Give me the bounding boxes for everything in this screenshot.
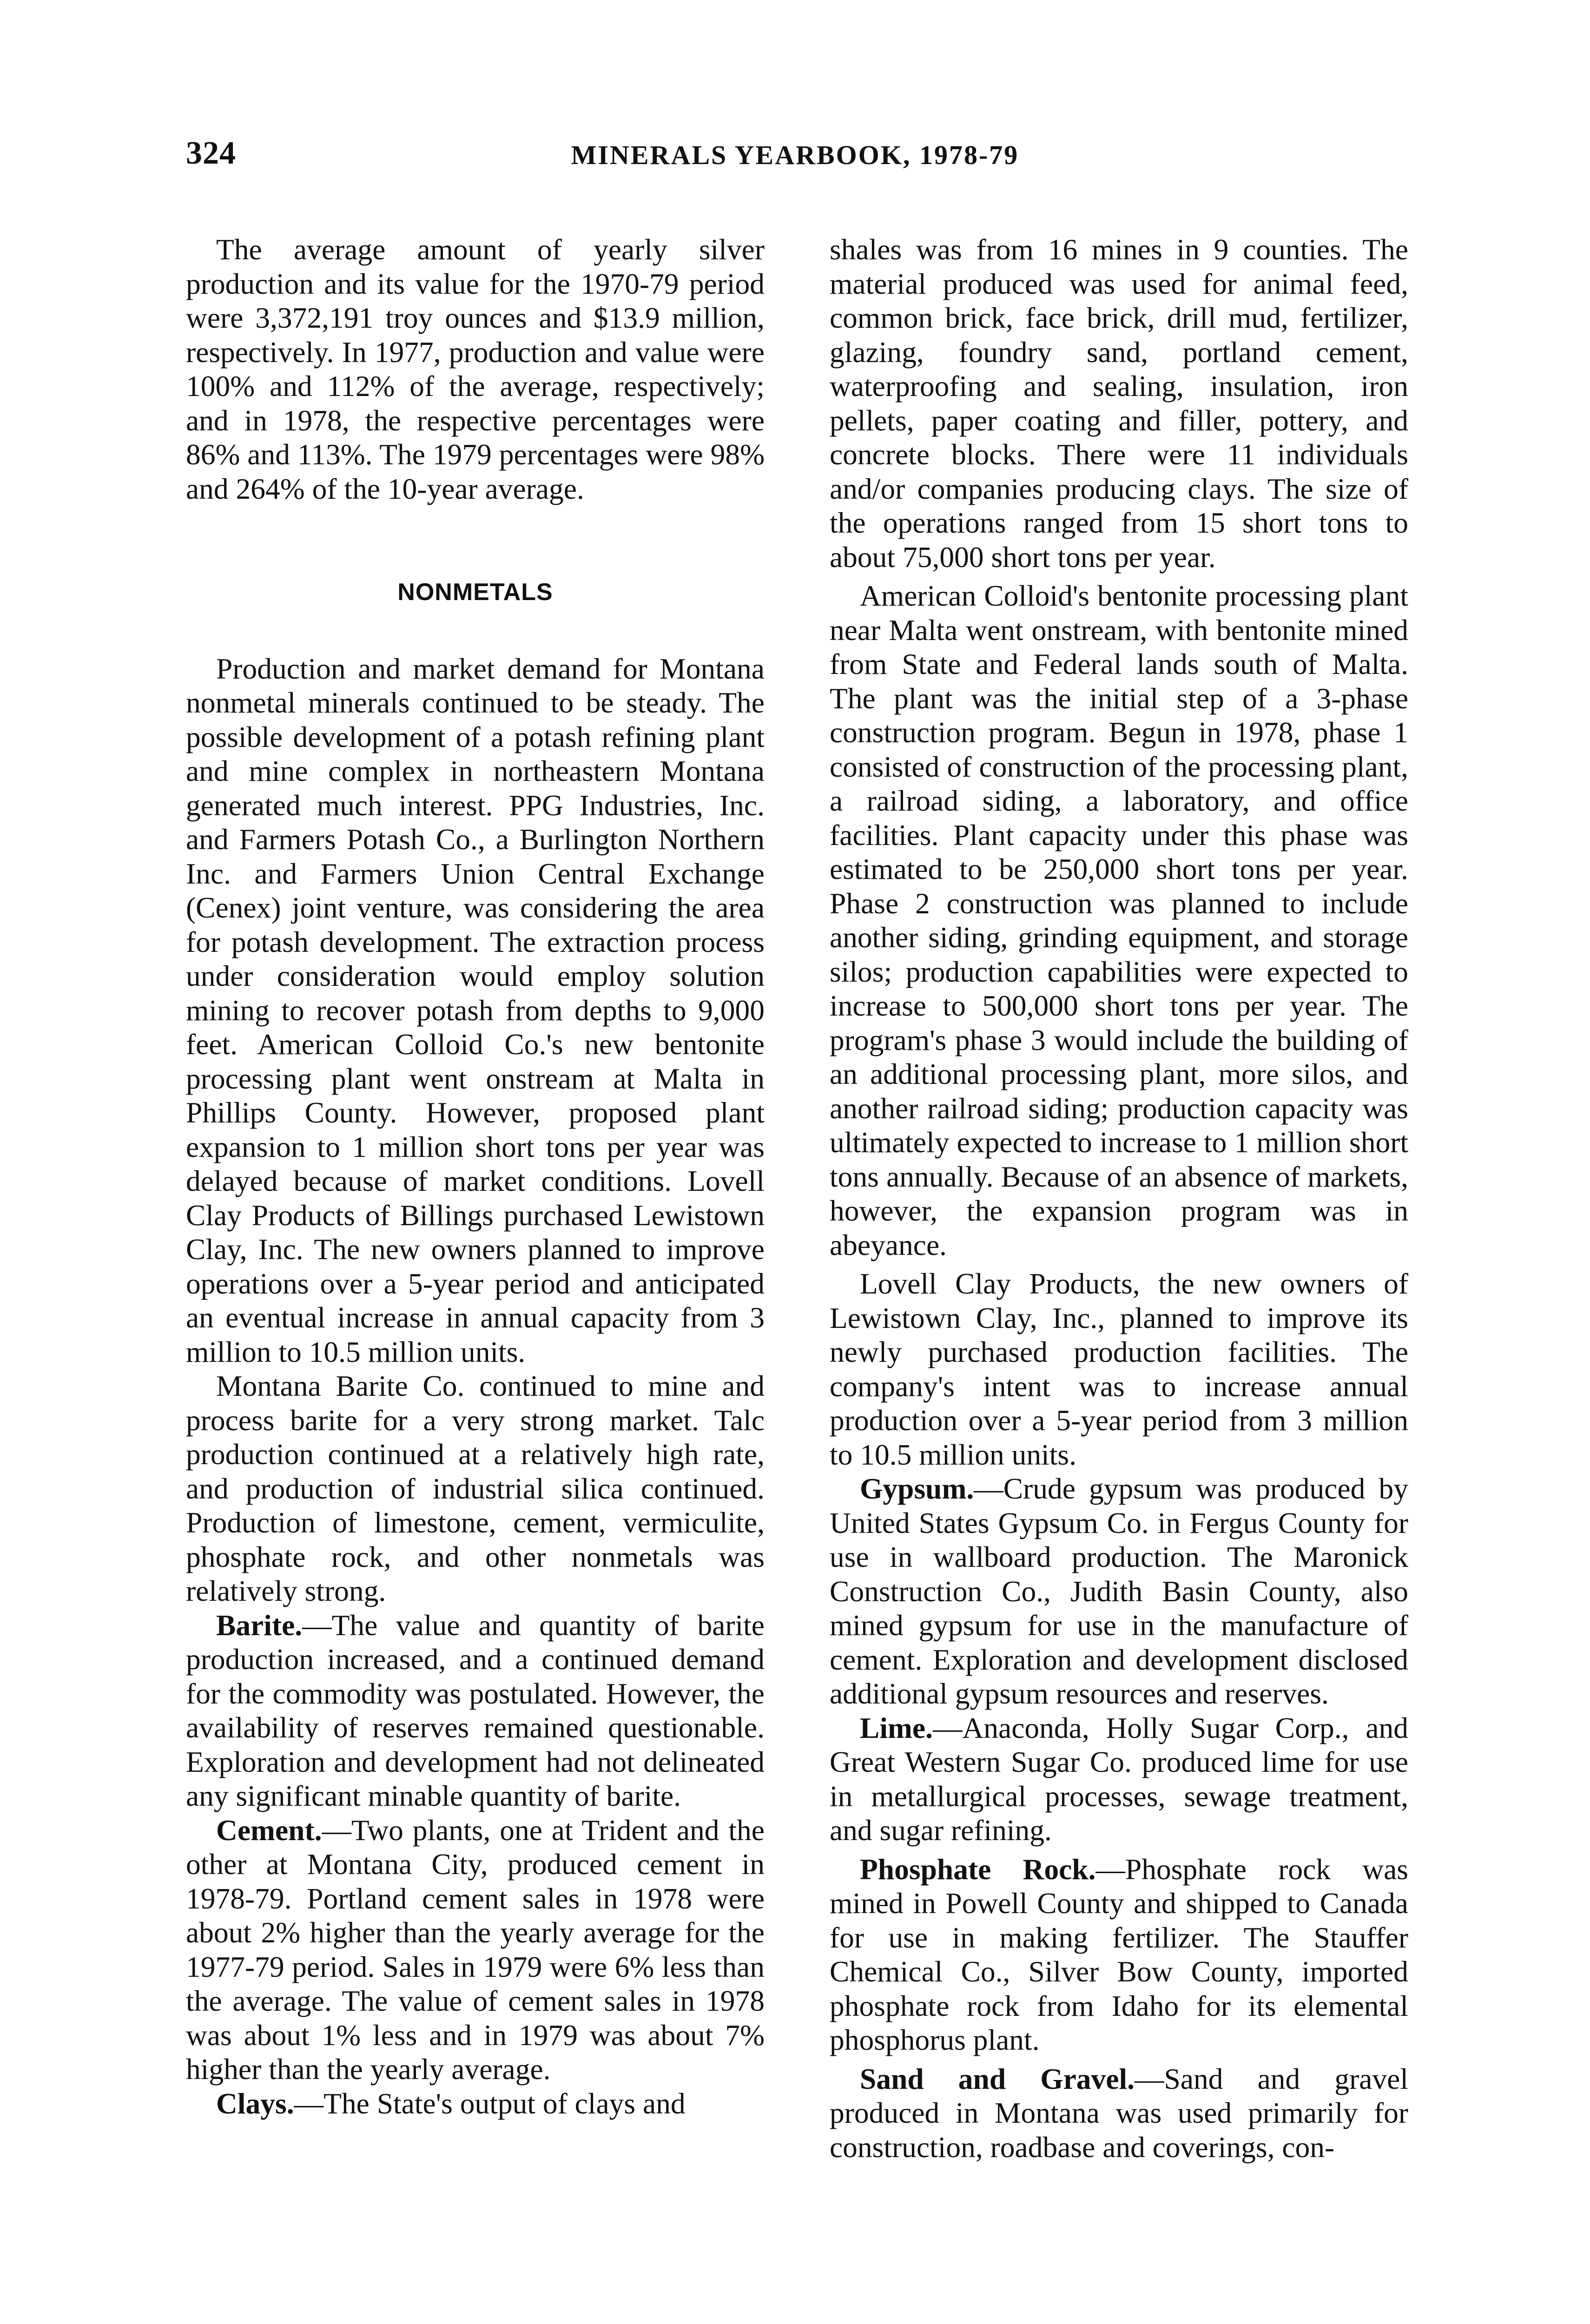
barite-paragraph <box>186 1608 765 1813</box>
sand-and-gravel-paragraph <box>830 2062 1408 2165</box>
phosphate-rock-text: —Phosphate rock was mined in Powell County and shipped to Canada for use in making fertilizer. The Stauffer Chemical Co., Silver Bow County, imported phosphate rock from Idaho for its elemental phosphorus plant. <box>830 1852 1408 2056</box>
sand-and-gravel-text: —Sand and gravel produced in Montana was used primarily for construction, roadbase and coverings, con- <box>830 2062 1409 2164</box>
american-colloid-paragraph: American Colloid's bentonite processing plant near Malta went onstream, with bentonite mined from State and Federal lands south of Malta. The plant was the initial step of a 3-phase construction program. Begun in 1978, phase 1 consisted of construction of the processing plant, a railroad siding, a laboratory, and office facilities. Plant capacity under this phase was estimated to be 250,000 short tons per year. Phase 2 construction was planned to include another siding, grinding equipment, and storage silos; production capabilities were expected to increase to 500,000 short tons per year. The program's phase 3 would include the building of an additional processing plant, more silos, and another railroad siding; production capacity was ultimately expected to increase to 1 million short tons annually. Because of an absence of markets, however, the expansion program was in abeyance. <box>830 579 1408 1261</box>
lime-text: —Anaconda, Holly Sugar Corp., and Great Western Sugar Co. produced lime for use in metallurgical processes, sewage treatment, and sugar refining. <box>830 1711 1408 1847</box>
lime-run-in-heading: Lime. <box>860 1711 933 1744</box>
lime-paragraph <box>830 1711 1408 1848</box>
section-heading-nonmetals: NONMETALS <box>397 579 553 606</box>
lovell-clay-paragraph: Lovell Clay Products, the new owners of Lewistown Clay, Inc., planned to improve its newly purchased production facilities. The company's intent was to increase annual production over a 5-year period from 3 million to 10.5 million units. <box>830 1267 1408 1471</box>
silver-paragraph: The average amount of yearly silver production and its value for the 1970-79 period were 3,372,191 troy ounces and $13.9 million, respectively. In 1977, production and value were 100% and 112% of the average, respectively; and in 1978, the respective percentages were 86% and 113%. The 1979 percentages were 98% and 264% of the 10-year average. <box>186 233 765 505</box>
nonmetals-paragraph-1: Production and market demand for Montana nonmetal minerals continued to be steady. The possible development of a potash refining plant and mine complex in northeastern Montana generated much interest. PPG Industries, Inc. and Farmers Potash Co., a Burlington Northern Inc. and Farmers Union Central Exchange (Cenex) joint venture, was considering the area for potash development. The extraction process under consideration would employ solution mining to recover potash from depths to 9,000 feet. American Colloid Co.'s new bentonite processing plant went onstream at Malta in Phillips County. However, proposed plant expansion to 1 million short tons per year was delayed because of market conditions. Lovell Clay Products of Billings purchased Lewistown Clay, Inc. The new owners planned to improve operations over a 5-year period and anticipated an eventual increase in annual capacity from 3 million to 10.5 million units. <box>186 652 765 1368</box>
right-column <box>830 232 1408 2164</box>
gypsum-run-in-heading: Gypsum. <box>860 1472 974 1505</box>
cement-run-in-heading: Cement. <box>216 1813 322 1847</box>
clays-run-in-heading: Clays. <box>216 2086 294 2120</box>
phosphate-rock-run-in-heading: Phosphate Rock. <box>860 1852 1096 1886</box>
gypsum-text: —Crude gypsum was produced by United States Gypsum Co. in Fergus County for use in wallboard production. The Maronick Construction Co., Judith Basin County, also mined gypsum for use in the manufacture of cement. Exploration and development disclosed additional gypsum resources and reserves. <box>830 1472 1408 1710</box>
left-column <box>186 232 765 2120</box>
cement-text: —Two plants, one at Trident and the other at Montana City, produced cement in 1978-79. Portland cement sales in 1978 were about 2% higher than the yearly average for the 1977-79 period. Sales in 1979 were 6% less than the average. The value of cement sales in 1978 was about 1% less and in 1979 was about 7% higher than the yearly average. <box>186 1813 765 2086</box>
page-number: 324 <box>186 135 236 171</box>
clays-continued-paragraph: shales was from 16 mines in 9 counties. The material produced was used for animal feed, common brick, face brick, drill mud, fertilizer, glazing, foundry sand, portland cement, waterproofing and sealing, insulation, iron pellets, paper coating and filler, pottery, and concrete blocks. There were 11 individuals and/or companies producing clays. The size of the operations ranged from 15 short tons to about 75,000 short tons per year. <box>830 233 1408 574</box>
phosphate-rock-paragraph <box>830 1852 1408 2057</box>
nonmetals-paragraph-2: Montana Barite Co. continued to mine and process barite for a very strong market. Talc production continued at a relatively high rate, and production of industrial silica continued. Production of limestone, cement, vermiculite, phosphate rock, and other nonmetals was relatively strong. <box>186 1369 765 1607</box>
clays-text: —The State's output of clays and <box>294 2086 686 2120</box>
cement-paragraph <box>186 1813 765 2086</box>
barite-text: —The value and quantity of barite production increased, and a continued demand for the commodity was postulated. However, the availability of reserves remained questionable. Exploration and development had not delineated any significant minable quantity of barite. <box>186 1608 765 1812</box>
running-head: MINERALS YEARBOOK, 1978-79 <box>571 140 1019 170</box>
gypsum-paragraph <box>830 1472 1408 1711</box>
sand-and-gravel-run-in-heading: Sand and Gravel. <box>860 2062 1135 2095</box>
clays-paragraph <box>186 2086 765 2121</box>
barite-run-in-heading: Barite. <box>216 1608 303 1642</box>
